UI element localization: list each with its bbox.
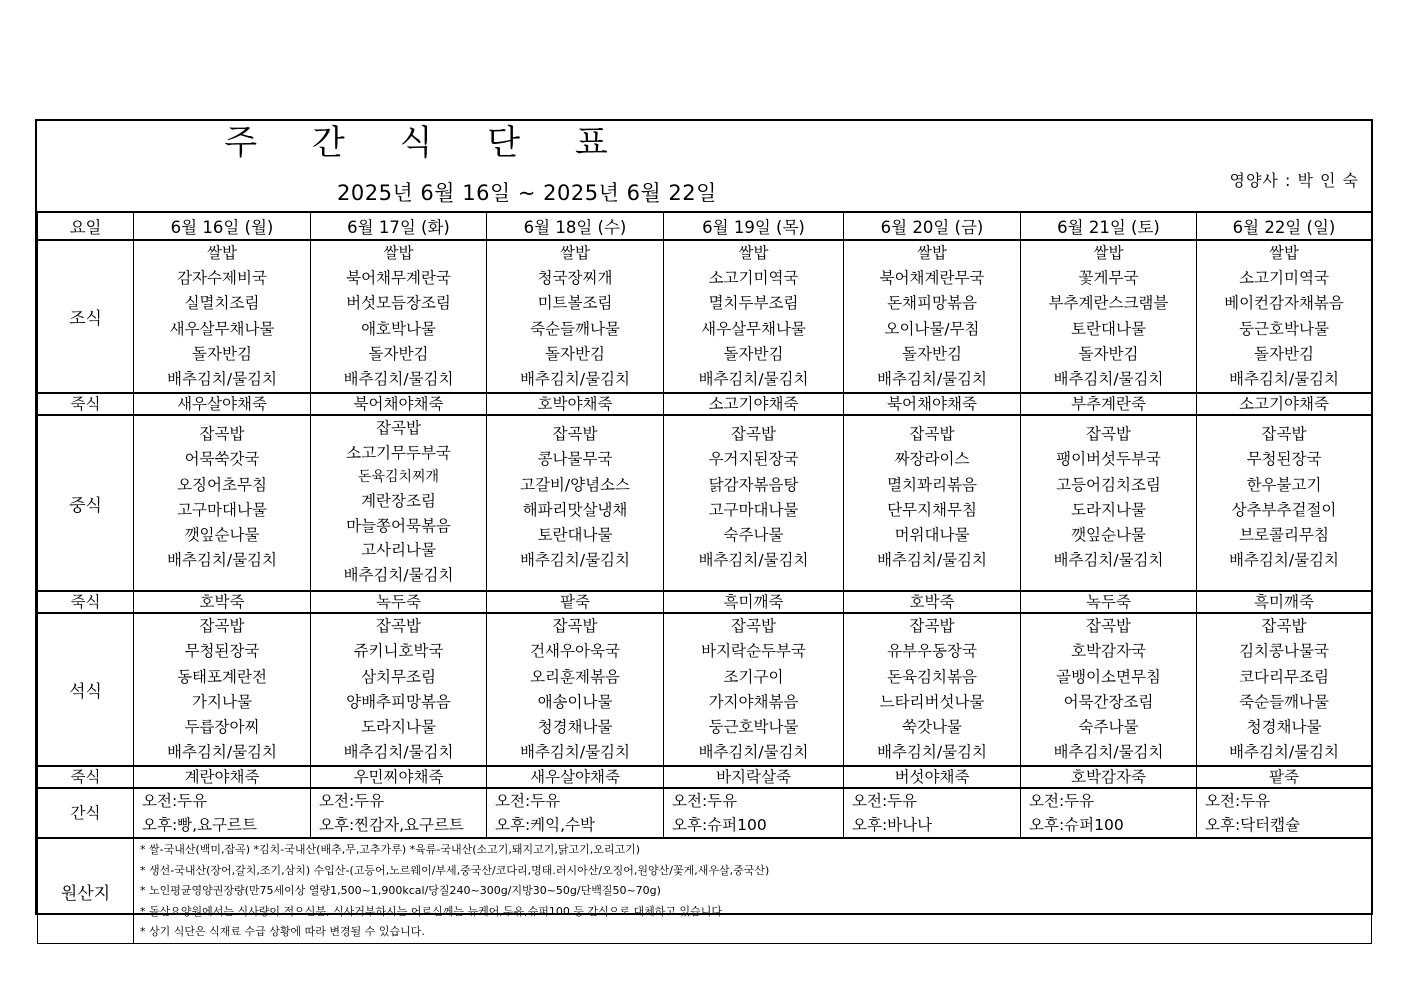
menu-item: 가지야채볶음 [708,692,799,711]
lunch-cell [311,415,487,591]
menu-item: 잡곡밥 [731,617,776,636]
origin-label: 원산지 [38,838,134,943]
menu-item: 조기구이 [723,667,784,686]
origin-notes [134,838,1372,943]
snack-item: 오전:두유 [672,792,738,811]
menu-item: 고갈비/양념소스 [519,475,631,494]
dinner-label: 석식 [38,613,134,766]
day-header: 6월 17일 (화) [311,212,487,240]
menu-item: 짜장라이스 [894,450,970,469]
menu-item: 어묵쑥갓국 [184,450,260,469]
menu-item: 잡곡밥 [376,617,421,636]
menu-item: 돈채피망볶음 [887,294,977,313]
menu-item: 계란장조림 [361,492,436,511]
menu-item: 돌자반김 [545,344,605,363]
menu-item: 쌀밥 [560,244,590,262]
menu-item: 오징어초무침 [177,475,267,494]
menu-item: 두릅장아찌 [184,718,260,737]
menu-sheet [35,119,1373,939]
menu-item: 잡곡밥 [1261,617,1307,636]
menu-item: 고구마대나물 [177,500,267,519]
menu-item: 돌자반김 [1254,344,1314,363]
menu-item: 잡곡밥 [376,419,421,438]
snack-item: 오후:바나나 [852,816,933,835]
menu-item: 고구마대나물 [708,500,799,519]
lunch-porridge-cell: 흑미깨죽 [1197,591,1372,613]
dinner-cell [311,613,487,766]
header-row [38,212,1372,240]
breakfast-cell [134,240,311,393]
porridge-label: 죽식 [38,393,134,415]
menu-item: 배추김치/물김치 [698,551,809,570]
snack-cell [1021,788,1197,838]
menu-item: 잡곡밥 [1086,425,1131,444]
menu-item: 건새우아욱국 [530,642,620,661]
lunch-porridge-row [38,591,1372,613]
menu-item: 깻잎순나물 [184,526,260,545]
menu-item: 돌자반김 [192,344,252,363]
menu-item: 잡곡밥 [552,617,598,636]
menu-item: 닭감자볶음탕 [708,475,799,494]
dinner-porridge-cell: 호박감자죽 [1021,766,1197,788]
menu-item: 해파리맛살냉채 [522,500,628,519]
menu-item: 코다리무조림 [1239,667,1329,686]
menu-item: 애송이나물 [537,692,613,711]
dinner-cell [487,613,664,766]
lunch-cell [1021,415,1197,591]
menu-item: 콩나물무국 [537,450,613,469]
snack-cell [844,788,1021,838]
menu-item: 감자수제비국 [177,269,267,288]
dinner-cell [1197,613,1372,766]
menu-item: 고등어김치조림 [1056,475,1161,494]
menu-item: 멸치두부조림 [708,294,799,313]
menu-item: 배추김치/물김치 [519,551,631,570]
snack-item: 오전:두유 [1205,792,1271,811]
menu-item: 애호박나물 [361,319,436,338]
menu-item: 잡곡밥 [552,425,598,444]
breakfast-porridge-cell: 부추계란죽 [1021,393,1197,415]
menu-item: 배추김치/물김치 [166,743,278,762]
snack-item: 오전:두유 [142,792,208,811]
menu-item: 둥근호박나물 [1239,319,1329,338]
page-title: 주 간 식 단 표 [224,123,630,163]
snack-item: 오후:찐감자,요구르트 [319,816,464,835]
origin-note: * 돌산요양원에서는 식사량이 적으신분, 식사거부하시는 어르신께는 뉴케어,두유,슈퍼100 등 간식으로 대체하고 있습니다. [140,904,726,918]
porridge-label: 죽식 [38,591,134,613]
breakfast-cell [664,240,844,393]
dinner-porridge-cell: 바지락살죽 [664,766,844,788]
menu-item: 청경채나물 [1246,718,1322,737]
menu-item: 배추김치/물김치 [698,743,809,762]
breakfast-porridge-cell: 소고기야채죽 [664,393,844,415]
menu-item: 멸치꽈리볶음 [887,475,977,494]
dinner-cell [664,613,844,766]
menu-item: 토란대나물 [1071,319,1146,338]
snack-item: 오전:두유 [852,792,918,811]
breakfast-porridge-cell: 북어채야채죽 [844,393,1021,415]
breakfast-cell [1197,240,1372,393]
menu-item: 어묵간장조림 [1063,692,1154,711]
menu-item: 머위대나물 [894,526,970,545]
day-label: 요일 [38,212,134,240]
menu-item: 느타리버섯나물 [879,692,985,711]
menu-item: 우거지된장국 [708,450,799,469]
menu-item: 도라지나물 [1071,500,1146,519]
menu-item: 오리훈제볶음 [530,667,620,686]
dinner-cell [134,613,311,766]
menu-item: 돈육김치찌개 [357,469,440,486]
origin-note: * 노인평균영양권장량(만75세이상 열량1,500~1,900kcal/당질240~300g/지방30~50g/단백질50~70g) [140,884,661,898]
menu-item: 쌀밥 [1269,244,1299,262]
lunch-cell [664,415,844,591]
date-range: 2025년 6월 16일 ~ 2025년 6월 22일 [337,181,717,205]
menu-item: 부추계란스크램블 [1048,294,1169,313]
snack-item: 오전:두유 [1029,792,1095,811]
menu-item: 배추김치/물김치 [166,370,278,389]
menu-item: 배추김치/물김치 [876,370,988,389]
weekly-menu-table [37,211,1372,944]
breakfast-porridge-cell: 호박야채죽 [487,393,664,415]
day-header: 6월 20일 (금) [844,212,1021,240]
menu-item: 동태포계란전 [177,667,267,686]
menu-item: 소고기미역국 [1239,269,1329,288]
menu-item: 깻잎순나물 [1071,526,1146,545]
menu-item: 팽이버섯두부국 [1056,450,1161,469]
dinner-porridge-cell: 팥죽 [1197,766,1372,788]
lunch-porridge-cell: 호박죽 [844,591,1021,613]
breakfast-cell [844,240,1021,393]
menu-item: 청경채나물 [537,718,613,737]
menu-item: 브로콜리무침 [1239,526,1329,545]
breakfast-row [38,240,1372,393]
lunch-porridge-cell: 녹두죽 [1021,591,1197,613]
menu-item: 꽃게무국 [1078,269,1139,288]
lunch-cell [134,415,311,591]
menu-item: 김치콩나물국 [1239,642,1329,661]
menu-item: 청국장찌개 [537,269,613,288]
snack-item: 오후:슈퍼100 [1029,816,1124,835]
breakfast-cell [1021,240,1197,393]
menu-item: 무청된장국 [184,642,260,661]
snack-label: 간식 [38,788,134,838]
menu-item: 잡곡밥 [1086,617,1131,636]
menu-item: 숙주나물 [1078,718,1139,737]
menu-item: 새우살무채나물 [169,319,275,338]
menu-item: 배추김치/물김치 [1053,551,1164,570]
menu-item: 쥬키니호박국 [353,642,444,661]
menu-item: 버섯모듬장조림 [346,294,451,313]
dinner-cell [1021,613,1197,766]
menu-item: 도라지나물 [361,718,436,737]
menu-item: 배추김치/물김치 [876,551,988,570]
menu-item: 배추김치/물김치 [876,743,988,762]
porridge-label: 죽식 [38,766,134,788]
lunch-label: 중식 [38,415,134,591]
menu-item: 실멸치조림 [184,294,260,313]
snack-row [38,788,1372,838]
menu-item: 돌자반김 [1078,344,1139,363]
breakfast-porridge-cell: 소고기야채죽 [1197,393,1372,415]
lunch-cell [1197,415,1372,591]
snack-cell [1197,788,1372,838]
menu-item: 배추김치/물김치 [519,370,631,389]
breakfast-cell [311,240,487,393]
menu-item: 배추김치/물김치 [1053,370,1164,389]
lunch-row [38,415,1372,591]
breakfast-cell [487,240,664,393]
menu-item: 쌀밥 [917,244,947,262]
dinner-porridge-cell: 새우살야채죽 [487,766,664,788]
menu-item: 유부우동장국 [887,642,977,661]
menu-item: 돈육김치볶음 [887,667,977,686]
snack-item: 오전:두유 [319,792,385,811]
origin-row [38,838,1372,943]
origin-note: * 상기 식단은 식재료 수급 상황에 따라 변경될 수 있습니다. [140,925,425,939]
menu-item: 소고기무두부국 [346,443,451,462]
menu-item: 숙주나물 [723,526,784,545]
dinner-cell [844,613,1021,766]
day-header: 6월 19일 (목) [664,212,844,240]
menu-item: 잡곡밥 [909,617,955,636]
menu-item: 둥근호박나물 [708,718,799,737]
menu-item: 배추김치/물김치 [343,743,454,762]
menu-item: 쌀밥 [207,244,237,262]
breakfast-porridge-cell: 북어채야채죽 [311,393,487,415]
menu-item: 잡곡밥 [1261,425,1307,444]
lunch-porridge-cell: 녹두죽 [311,591,487,613]
menu-item: 북어채무계란국 [346,269,451,288]
day-header: 6월 21일 (토) [1021,212,1197,240]
snack-item: 오후:케익,수박 [495,816,595,835]
snack-cell [311,788,487,838]
origin-note: * 생선-국내산(장어,갈치,조기,삼치) 수입산-(고등어,노르웨이/부세,중국산/코다리,명태.러시아산/오징어,원양산/꽃게,새우살,중국산) [140,863,770,877]
snack-cell [664,788,844,838]
lunch-cell [844,415,1021,591]
menu-item: 배추김치/물김치 [698,370,809,389]
menu-item: 돌자반김 [368,344,429,363]
day-header: 6월 22일 (일) [1197,212,1372,240]
day-header: 6월 18일 (수) [487,212,664,240]
menu-item: 배추김치/물김치 [1228,743,1340,762]
menu-item: 골뱅이소면무침 [1056,667,1161,686]
menu-item: 죽순들깨나물 [1239,692,1329,711]
menu-item: 바지락순두부국 [701,642,806,661]
breakfast-porridge-cell: 새우살야채죽 [134,393,311,415]
snack-cell [487,788,664,838]
snack-item: 오후:닥터캡슐 [1205,816,1301,835]
menu-item: 쌀밥 [383,244,414,262]
menu-item: 단무지채무침 [887,500,977,519]
dinner-porridge-row [38,766,1372,788]
snack-item: 오전:두유 [495,792,561,811]
menu-item: 베이컨감자채볶음 [1224,294,1344,313]
menu-item: 돌자반김 [723,344,784,363]
snack-cell [134,788,311,838]
menu-item: 배추김치/물김치 [343,370,454,389]
menu-item: 배추김치/물김치 [519,743,631,762]
menu-item: 잡곡밥 [909,425,955,444]
dinner-row [38,613,1372,766]
snack-item: 오후:슈퍼100 [672,816,767,835]
breakfast-porridge-row [38,393,1372,415]
menu-item: 미트볼조림 [537,294,613,313]
menu-item: 새우살무채나물 [701,319,806,338]
menu-item: 쑥갓나물 [902,718,962,737]
menu-item: 상추부추겉절이 [1231,500,1337,519]
menu-item: 죽순들깨나물 [530,319,620,338]
menu-item: 가지나물 [192,692,252,711]
menu-item: 잡곡밥 [731,425,776,444]
menu-item: 배추김치/물김치 [1053,743,1164,762]
lunch-porridge-cell: 팥죽 [487,591,664,613]
menu-item: 배추김치/물김치 [1228,551,1340,570]
menu-item: 쌀밥 [1093,244,1124,262]
menu-item: 잡곡밥 [199,425,245,444]
snack-item: 오후:빵,요구르트 [142,816,257,835]
menu-item: 배추김치/물김치 [166,551,278,570]
menu-item: 배추김치/물김치 [1228,370,1340,389]
menu-item: 양배추피망볶음 [346,692,451,711]
menu-item: 배추김치/물김치 [343,565,454,584]
dinner-porridge-cell: 우민찌야채죽 [311,766,487,788]
dinner-porridge-cell: 계란야채죽 [134,766,311,788]
nutritionist-name: 영양사 : 박 인 숙 [1229,171,1359,190]
lunch-porridge-cell: 호박죽 [134,591,311,613]
menu-item: 소고기미역국 [708,269,799,288]
menu-item: 한우불고기 [1246,475,1322,494]
dinner-porridge-cell: 버섯야채죽 [844,766,1021,788]
menu-item: 마늘쫑어묵볶음 [346,516,451,535]
menu-item: 잡곡밥 [199,617,245,636]
origin-note: * 쌀-국내산(백미,잡곡) *김치-국내산(배추,무,고추가루) *육류-국내산(소고기,돼지고기,닭고기,오리고기) [140,843,641,857]
menu-item: 무청된장국 [1246,450,1322,469]
menu-item: 쌀밥 [738,244,769,262]
menu-item: 호박감자국 [1071,642,1146,661]
menu-item: 돌자반김 [902,344,962,363]
menu-item: 북어채계란무국 [879,269,985,288]
lunch-cell [487,415,664,591]
menu-item: 오이나물/무침 [884,319,980,338]
menu-item: 고사리나물 [361,541,436,560]
menu-item: 토란대나물 [537,526,613,545]
day-header: 6월 16일 (월) [134,212,311,240]
breakfast-label: 조식 [38,240,134,393]
lunch-porridge-cell: 흑미깨죽 [664,591,844,613]
menu-item: 삼치무조림 [361,667,436,686]
